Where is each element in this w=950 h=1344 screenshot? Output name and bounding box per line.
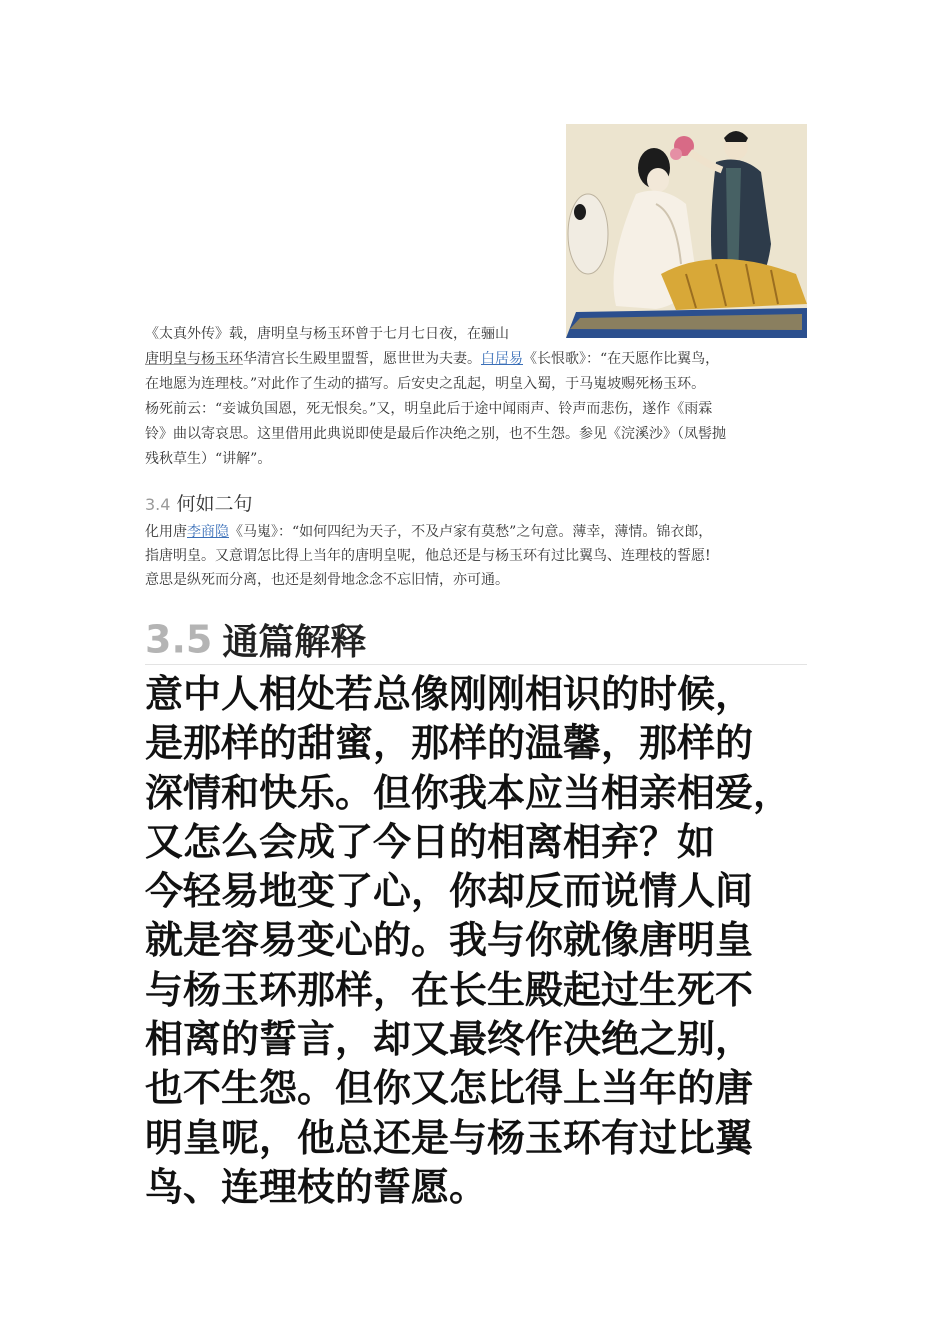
paragraph-text: 《长恨歌》：“在天愿作比翼鸟，	[523, 351, 720, 367]
lishangyin-link[interactable]: 李商隐	[187, 524, 229, 540]
paragraph-line: 意思是纵死而分离，也还是刻骨地念念不忘旧情，亦可通。	[145, 572, 509, 588]
painting-illustration	[566, 124, 807, 338]
body-line: 鸟、连理枝的誓愿。	[145, 1164, 488, 1209]
paragraph-line	[145, 347, 807, 372]
body-line: 深情和快乐。但你我本应当相亲相爱，	[145, 770, 792, 815]
image-caption-link[interactable]: 唐明皇与杨玉环	[145, 351, 243, 367]
body-line: 也不生怨。但你又怎比得上当年的唐	[145, 1066, 754, 1111]
baijuyi-link[interactable]: 白居易	[481, 351, 523, 367]
section-34-paragraph	[145, 520, 807, 592]
body-line: 今轻易地变了心，你却反而说情人间	[145, 869, 754, 914]
section-35-heading	[145, 614, 807, 665]
paragraph-text: 化用唐	[145, 524, 187, 540]
section-number: 3.4	[145, 495, 171, 514]
paragraph-line: 指唐明皇。又意谓怎比得上当年的唐明皇呢，他总还是与杨玉环有过比翼鸟、连理枝的誓愿!	[145, 548, 711, 564]
body-line: 又怎么会成了今日的相离相弃？如	[145, 819, 716, 864]
section-title: 通篇解释	[222, 622, 367, 663]
body-line: 是那样的甜蜜，那样的温馨，那样的	[145, 721, 754, 766]
body-line: 与杨玉环那样，在长生殿起过生死不	[145, 967, 754, 1012]
body-line: 就是容易变心的。我与你就像唐明皇	[145, 918, 754, 963]
paragraph-line: 残秋草生）“讲解”。	[145, 451, 272, 467]
paragraph-text: 《马嵬》：“如何四纪为天子，不及卢家有莫愁”之句意。薄幸，薄情。锦衣郎，	[229, 524, 713, 540]
paragraph-line	[145, 520, 807, 544]
section-35-body	[145, 670, 845, 1212]
body-line: 相离的誓言，却又最终作决绝之别，	[145, 1017, 754, 1062]
body-line: 意中人相处若总像刚刚相识的时候，	[145, 672, 754, 716]
paragraph-line: 铃》曲以寄哀思。这里借用此典说即使是最后作决绝之别，也不生怨。参见《浣溪沙》（凤髻抛	[145, 426, 726, 442]
illustration-image	[566, 124, 807, 338]
body-line: 明皇呢，他总还是与杨玉环有过比翼	[145, 1115, 754, 1160]
section-34-heading	[145, 489, 252, 516]
paragraph-text: 华清宫长生殿里盟誓，愿世世为夫妻。	[243, 351, 481, 367]
section-number: 3.5	[145, 617, 213, 662]
section-33-paragraph	[145, 322, 807, 472]
section-title: 何如二句	[176, 493, 253, 515]
paragraph-line: 杨死前云：“妾诚负国恩，死无恨矣。”又，明皇此后于途中闻雨声、铃声而悲伤，遂作《雨霖	[145, 401, 713, 417]
paragraph-line: 《太真外传》载，唐明皇与杨玉环曾于七月七日夜，在骊山	[145, 326, 509, 342]
paragraph-line: 在地愿为连理枝。”对此作了生动的描写。后安史之乱起，明皇入蜀，于马嵬坡赐死杨玉环。	[145, 376, 706, 392]
